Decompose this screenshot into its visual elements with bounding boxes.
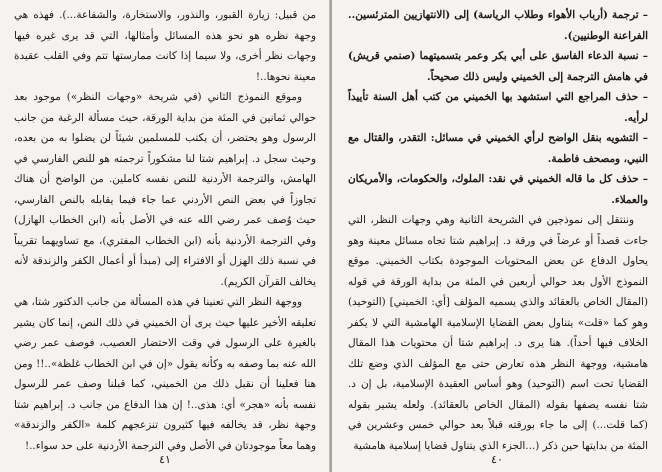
left-paragraph-1: من قبيل: زيارة القبور، والنذور، والاستخارة، والشفاعة...). فهذه هي وجهة نظره هو نحو هذه المسائل وأمثالها، التي قد يرى غيره فيها وجهات نظر أخرى، ولا سيما إذا كانت ممارستها تتم وفي القلب عقيدة معينة نحوها..! bbox=[14, 9, 316, 83]
left-paragraph-2: وموقع النموذج الثاني (في شريحة «وجهات النظر») موجود بعد حوالي ثمانين في المئة من بداية الورقة، حيث مسألة الرغبة من جانب الرسول وهو يحتضر، أن يكتب للمسلمين شيئاً لن يضلوا به من بعده، وحيث سجل د. إبراهيم شتا لنا مشكوراً ترجمته هو للنص الفارسي في الهامش، والترجمة الأردنية للنص نفسه كاملين. من الواضح أن هناك تجاوزاً في بعض النص الأردني عما جاء فيما يقابله بالنص الفارسي، حيث وُصف عمر رضي الله عنه في الأصل بأنه (ابن الخطاب الهازل) وفي الترجمة الأردنية بأنه (ابن الخطاب المفتري)، مع تساويهما تقريباً في نسبة ذلك الهزل أو الافتراء إلى (مبدأ أو أعمال الكفر والزندقة لأنه يخالف القرآن الكريم). bbox=[14, 91, 316, 288]
left-paragraph-3: ووجهة النظر التي تعنينا في هذه المسألة من جانب الدكتور شتا، هي تعليقه الأخير عليها حيث يرى أن الخميني في ذلك النص، إنما كان يشير بالغيرة على الرسول في وقت الاحتضار العصيب، فوصف عمر رضي الله عنه بما وصفه به وكأنه يقول «إن في ابن الخطاب غلظة»..!! ومن هنا فعلينا أن نقبل ذلك من الخميني، كما قبلنا وصف عمر للرسول نفسه بأنه «هجر» أي: هذى..! إن هذا الدفاع من جانب د. إبراهيم شتا وجهة نظر، قد يخالفه فيها كثيرون تنزعجهم كلمة «الكفر والزندقة» وهما معاً موجودتان في الأصل وفي الترجمة الأردنية على حد سواء..! bbox=[14, 296, 316, 452]
right-paragraph-main: وننتقل إلى نموذجين في الشريحة الثانية وهي وجهات النظر، التي جاءت قصداً أو عرضاً في ورقة د. إبراهيم شتا تجاه مسائل معينة وهو يحاول الدفاع عن بعض المحتويات الموجودة بكتاب الخميني. موقع النموذج الأول بعد حوالي أربعين في المئة من بداية الورقة في قوله (المقال الخاص بالعقائد والذي يسميه المؤلف [أي: الخميني] (التوحيد) وهو كما «قلت» يتناول بعض القضايا الإسلامية الهامشية التي لا يكفر الخلاف فيها أحداً). هنا يرى د. إبراهيم شتا أن محتويات هذا المقال هامشية، ووجهة النظر هذه تعارض حتى مع المؤلف الذي وضع تلك القضايا تحت اسم (التوحيد) وهو أساس العقيدة الإسلامية، بل إن د. شتا نفسه يصفها بقوله (المقال الخاص بالعقائد). ولعله يشير بقوله (كما قلت...) إلى ما جاء بورقته قبلاً بعد حوالي خمس وعشرين في المئة من بدايتها حين ذكر (...الجزء الذي يتناول قضايا إسلامية هامشية bbox=[348, 214, 648, 452]
right-bullet-4: – التشويه بنقل الواضح لرأي الخميني في مسائل: التقدر، والقتال مع النبي، ومصحف فاطمة. bbox=[348, 132, 648, 165]
right-bullet-1: – ترجمة (أرباب الأهواء وطلاب الرياسة) إلى (الانتهازيين المترئسين.. الفراعنة الوطنيين). bbox=[348, 9, 648, 42]
left-page-text bbox=[14, 5, 316, 456]
left-page bbox=[0, 0, 330, 472]
right-bullet-5: – حذف كل ما قاله الخميني في نقد: الملوك، والحكومات، والأمريكان والعملاء. bbox=[348, 173, 648, 206]
right-page bbox=[332, 0, 662, 472]
right-bullet-3: – حذف المراجع التي استشهد بها الخميني من كتب أهل السنة تأييداً لرأيه. bbox=[348, 91, 648, 124]
right-page-number: ٤٠ bbox=[491, 453, 503, 466]
left-page-number: ٤١ bbox=[159, 453, 171, 466]
right-bullet-2: – نسبة الدعاء الفاسق على أبي بكر وعمر بتسميتهما (صنمي قريش) في هامش الترجمة إلى الخميني وليس ذلك صحيحاً. bbox=[348, 50, 648, 83]
right-page-text bbox=[348, 5, 648, 456]
